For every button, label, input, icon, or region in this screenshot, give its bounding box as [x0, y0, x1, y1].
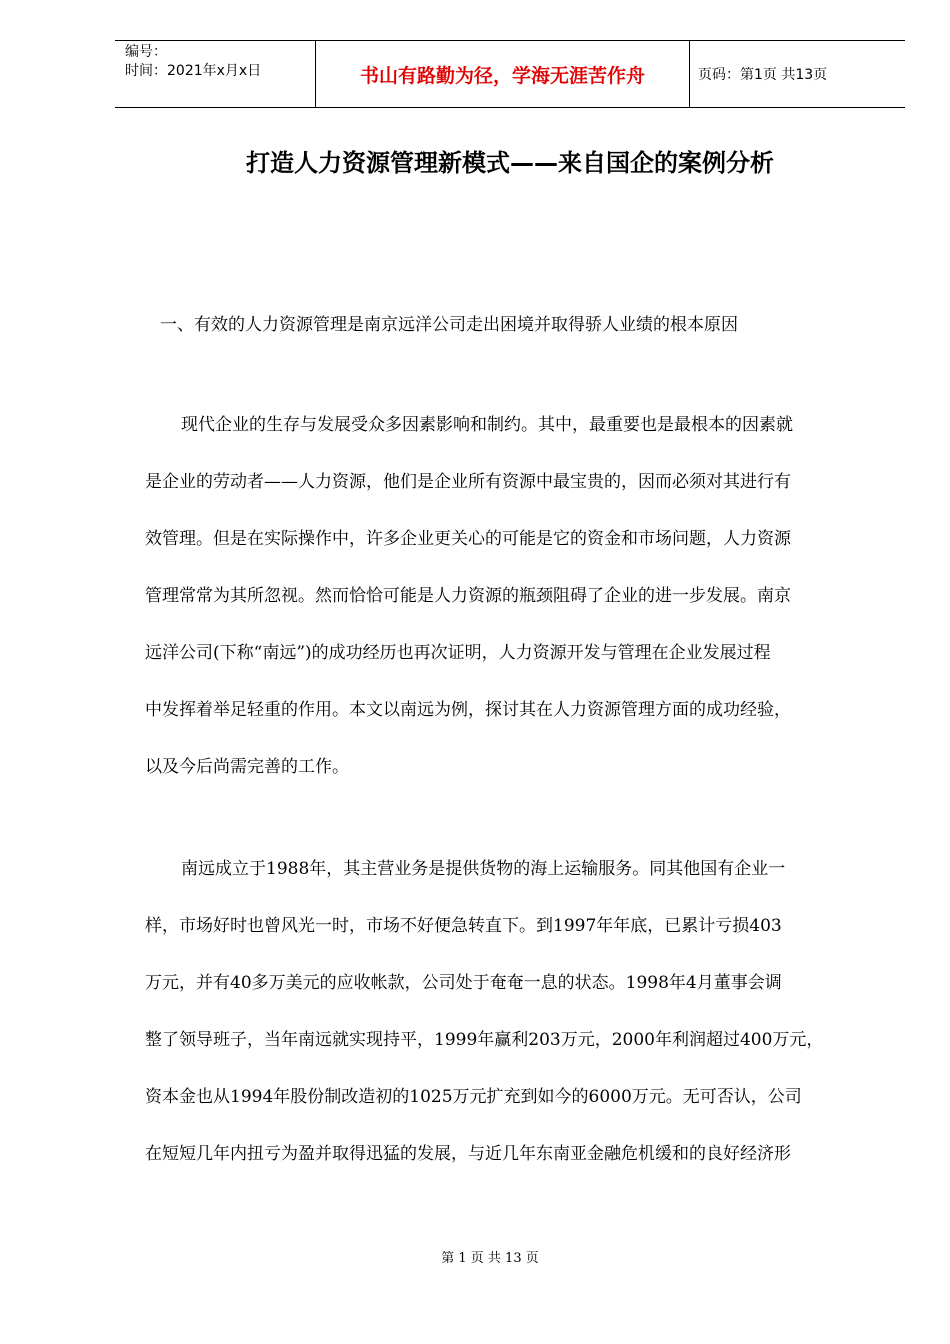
- paragraph-line: 万元，并有40多万美元的应收帐款，公司处于奄奄一息的状态。1998年4月董事会调: [145, 973, 782, 993]
- paragraph-line: 是企业的劳动者——人力资源，他们是企业所有资源中最宝贵的，因而必须对其进行有: [145, 472, 791, 492]
- page-footer: 第 1 页 共 13 页: [441, 1251, 539, 1266]
- paragraph-line: 远洋公司(下称“南远”)的成功经历也再次证明，人力资源开发与管理在企业发展过程: [145, 643, 771, 663]
- paragraph-line: 效管理。但是在实际操作中，许多企业更关心的可能是它的资金和市场问题，人力资源: [145, 529, 791, 549]
- paragraph-line: 资本金也从1994年股份制改造初的1025万元扩充到如今的6000万元。无可否认，公司: [145, 1087, 802, 1107]
- paragraph-2: [145, 855, 890, 1197]
- paragraph-line: 样，市场好时也曾风光一时，市场不好便急转直下。到1997年年底，已累计亏损403: [145, 916, 782, 936]
- header-table: [115, 40, 905, 108]
- paragraph-line: 以及今后尚需完善的工作。: [145, 757, 349, 777]
- paragraph-line: 中发挥着举足轻重的作用。本文以南远为例，探讨其在人力资源管理方面的成功经验，: [145, 700, 791, 720]
- section-heading: 一、有效的人力资源管理是南京远洋公司走出困境并取得骄人业绩的根本原因: [160, 315, 738, 335]
- paragraph-line: 现代企业的生存与发展受众多因素影响和制约。其中，最重要也是最根本的因素就: [181, 415, 793, 435]
- paragraph-line: 管理常常为其所忽视。然而恰恰可能是人力资源的瓶颈阻碍了企业的进一步发展。南京: [145, 586, 791, 606]
- paragraph-line: 南远成立于1988年，其主营业务是提供货物的海上运输服务。同其他国有企业一: [181, 859, 786, 879]
- header-page-info: 页码：第1页 共13页: [698, 67, 828, 83]
- paragraph-line: 在短短几年内扭亏为盈并取得迅猛的发展，与近几年东南亚金融危机缓和的良好经济形: [145, 1144, 791, 1164]
- document-number-label: 编号：: [125, 44, 167, 60]
- paragraph-1: [145, 411, 890, 810]
- header-motto: 书山有路勤为径，学海无涯苦作舟: [316, 41, 690, 107]
- document-title: 打造人力资源管理新模式——来自国企的案例分析: [246, 149, 774, 177]
- document-time-label: 时间：2021年x月x日: [125, 63, 262, 79]
- paragraph-line: 整了领导班子，当年南远就实现持平，1999年赢利203万元，2000年利润超过400万元，: [145, 1030, 824, 1050]
- header-meta-cell: [115, 41, 316, 107]
